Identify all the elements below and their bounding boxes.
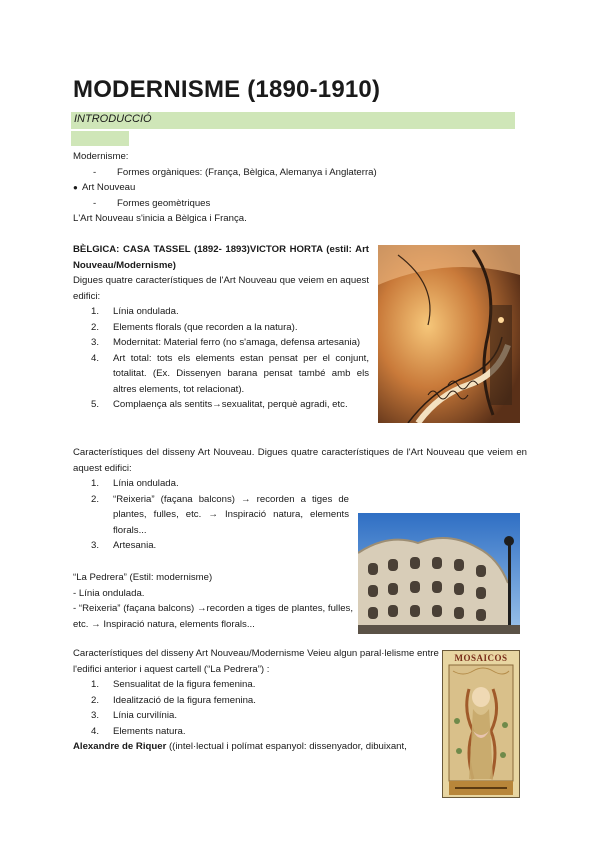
poster-title: MOSAICOS bbox=[454, 653, 508, 663]
belgica-block bbox=[73, 242, 369, 413]
list-item bbox=[91, 304, 369, 320]
belgica-question: Digues quatre característiques de l'Art Nouveau que veiem en aquest edifici: bbox=[73, 275, 369, 302]
section-band-small bbox=[71, 131, 129, 146]
disseny-question: Característiques del disseny Art Nouveau. Digues quatre característiques de l'Art Nouveau que veiem en aquest edifici: bbox=[73, 447, 527, 474]
list-item bbox=[91, 351, 369, 398]
intro-bullet-text: Art Nouveau bbox=[82, 182, 136, 193]
list-item bbox=[91, 320, 369, 336]
item-number: 3. bbox=[91, 540, 100, 551]
item-text: Línia curvilínia. bbox=[113, 710, 177, 721]
disseny-list-wrap bbox=[91, 476, 349, 554]
item-text: Línia ondulada. bbox=[113, 306, 179, 317]
list-item bbox=[91, 476, 349, 492]
item-number: 2. bbox=[91, 321, 100, 333]
riquer-name: Alexandre de Riquer bbox=[73, 741, 167, 752]
list-item bbox=[91, 538, 349, 554]
item-number: 1. bbox=[91, 679, 100, 690]
list-item bbox=[91, 693, 439, 709]
disseny-list bbox=[91, 476, 349, 554]
item-text: Sensualitat de la figura femenina. bbox=[113, 679, 256, 690]
casa-tassel-photo bbox=[378, 245, 520, 423]
list-item bbox=[91, 335, 369, 351]
page-title: MODERNISME (1890-1910) bbox=[73, 76, 381, 103]
pedrera-line1: - Línia ondulada. bbox=[73, 587, 145, 599]
intro-bullet-item bbox=[73, 180, 513, 196]
intro-dash1-text: Formes orgàniques: (França, Bèlgica, Alemanya i Anglaterra) bbox=[117, 166, 377, 178]
item-text: Modernitat: Material ferro (no s'amaga, defensa artesania) bbox=[113, 337, 361, 348]
mosaicos-poster bbox=[442, 650, 520, 798]
belgica-heading: BÈLGICA: CASA TASSEL (1892- 1893)VICTOR HORTA (estil: Art Nouveau/Modernisme) bbox=[73, 244, 369, 271]
item-number: 2. bbox=[91, 493, 100, 505]
disseny-block bbox=[73, 445, 527, 476]
item-text: Línia ondulada. bbox=[113, 478, 179, 489]
dash-marker: - bbox=[93, 166, 97, 178]
item-text: Elements florals (que recorden a la natura). bbox=[113, 321, 298, 333]
intro-dash2-text: Formes geomètriques bbox=[117, 197, 211, 209]
item-text: Complaença als sentits→sexualitat, perquè agradi, etc. bbox=[113, 399, 348, 410]
riquer-desc: ((intel·lectual i polímat espanyol: dissenyador, dibuixant, bbox=[166, 741, 407, 752]
riquer-line bbox=[73, 739, 439, 755]
item-number: 4. bbox=[91, 725, 100, 737]
section-label: INTRODUCCIÓ bbox=[74, 113, 152, 125]
intro-closing: L'Art Nouveau s'inicia a Bèlgica i França. bbox=[73, 213, 247, 224]
cartell-question: Característiques del disseny Art Nouveau/Modernisme Veieu algun paral·lelisme entre l'edifici anterior i aquest cartell (“La Pedrera”) : bbox=[73, 648, 439, 675]
la-pedrera-photo bbox=[358, 513, 520, 634]
item-number: 2. bbox=[91, 694, 100, 706]
dash-marker: - bbox=[93, 197, 97, 209]
intro-heading: Modernisme: bbox=[73, 151, 129, 162]
item-text: Elements natura. bbox=[113, 725, 186, 737]
item-text: “Reixeria” (façana balcons) → recorden a tiges de plantes, fulles, etc. → Inspiració natura, elements florals... bbox=[113, 493, 349, 536]
list-item bbox=[91, 677, 439, 693]
list-item bbox=[91, 708, 439, 724]
item-number: 5. bbox=[91, 399, 100, 410]
pedrera-block bbox=[73, 570, 353, 632]
intro-dash-item bbox=[93, 196, 513, 212]
belgica-list bbox=[91, 304, 369, 413]
cartell-list bbox=[91, 677, 439, 739]
item-text: Artesania. bbox=[113, 540, 157, 551]
item-text: Art total: tots els elements estan pensat per el conjunt, totalitat. (Ex. Dissenyen barana pensat també amb els altres elements, tot relacionat). bbox=[113, 352, 369, 395]
item-number: 4. bbox=[91, 352, 100, 364]
list-item bbox=[91, 492, 349, 539]
list-item bbox=[91, 397, 369, 413]
pedrera-title: “La Pedrera” (Estil: modernisme) bbox=[73, 572, 213, 583]
item-text: Idealització de la figura femenina. bbox=[113, 694, 256, 706]
item-number: 3. bbox=[91, 710, 100, 721]
intro-dash-item bbox=[93, 165, 513, 181]
cartell-block bbox=[73, 646, 439, 755]
list-item bbox=[91, 724, 439, 740]
intro-block bbox=[73, 149, 513, 227]
bullet-marker: ● bbox=[73, 183, 78, 192]
item-number: 1. bbox=[91, 478, 100, 489]
item-number: 3. bbox=[91, 337, 100, 348]
item-number: 1. bbox=[91, 306, 100, 317]
pedrera-line2: - “Reixeria” (façana balcons) →recorden a tiges de plantes, fulles, etc. → Inspiració natura, elements florals... bbox=[73, 603, 353, 630]
